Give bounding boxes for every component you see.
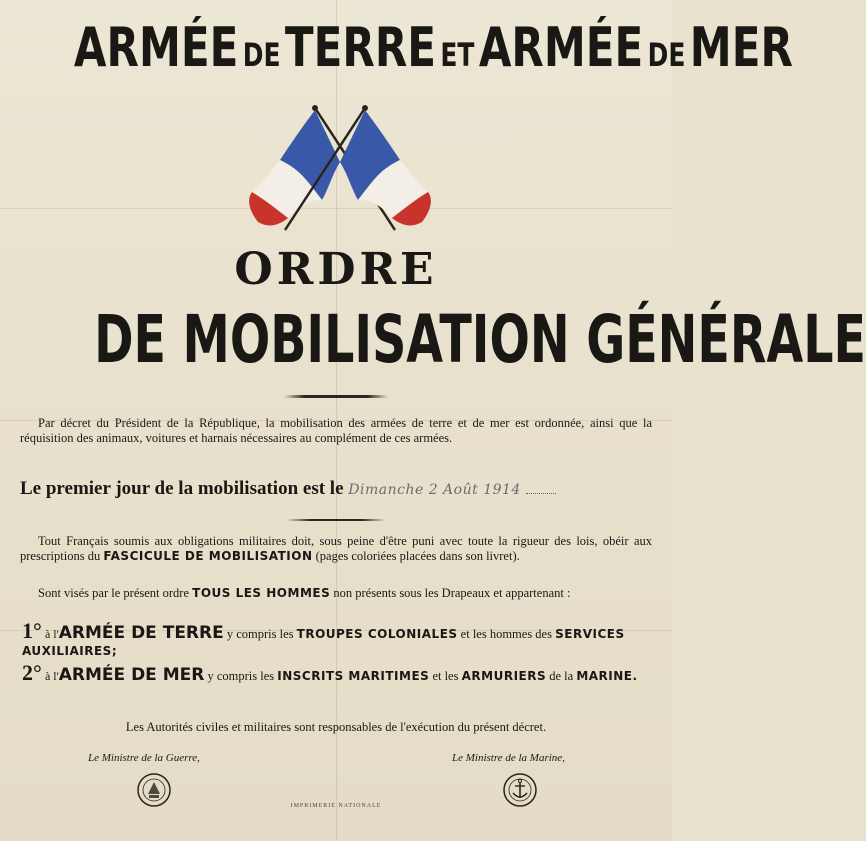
crossed-flags-icon (240, 100, 440, 235)
pole-finial (312, 105, 318, 111)
signature-navy-minister: Le Ministre de la Marine, (452, 752, 565, 764)
services-auxiliaires-emphasis: SERVICES AUXILIAIRES; (22, 627, 625, 658)
obligations-text: Tout Français soumis aux obligations militaires doit, sous peine d'être puni avec toute la rigueur des lois, obéir aux prescriptions du (20, 534, 652, 563)
signature-war-minister: Le Ministre de la Guerre, (88, 752, 200, 764)
authorities-line: Les Autorités civiles et militaires sont responsables de l'exécution du présent décret. (125, 720, 547, 734)
item-text: et les hommes des (460, 627, 552, 641)
obligations-paragraph (20, 534, 652, 564)
item-article: à l' (44, 669, 59, 683)
heading-word: DE (647, 36, 686, 74)
heading-word: DE (242, 36, 281, 74)
item-text: et les (432, 669, 459, 683)
fascicule-emphasis: FASCICULE DE MOBILISATION (103, 549, 313, 563)
item-number: 1° (22, 618, 42, 643)
dotted-fill-line (526, 493, 556, 494)
troupes-coloniales-emphasis: TROUPES COLONIALES (296, 627, 458, 641)
navy-branch-name: ARMÉE DE MER (58, 665, 205, 685)
poster-heading (73, 16, 793, 79)
first-day-line (20, 478, 660, 501)
item-number: 2° (22, 660, 42, 685)
list-item-navy (22, 660, 654, 685)
scope-text: Sont visés par le présent ordre (38, 586, 190, 600)
decree-paragraph: Par décret du Président de la République, la mobilisation des armées de terre et de mer est ordonnée, ainsi que la réquisition des animaux, voitures et harnais nécessaires au complément de ces armées. (20, 416, 652, 445)
scope-paragraph (20, 586, 652, 601)
heading-word: ET (440, 36, 475, 74)
scope-text-end: non présents sous les Drapeaux et appartenant : (333, 586, 571, 600)
printer-imprint: IMPRIMERIE NATIONALE (290, 803, 382, 809)
mobilisation-heading: DE MOBILISATION GÉNÉRALE (94, 301, 866, 378)
handwritten-date: Dimanche 2 Août 1914 (348, 482, 521, 498)
heading-word: ARMÉE (478, 16, 644, 79)
first-day-label: Le premier jour de la mobilisation est le (20, 478, 344, 499)
marine-emphasis: MARINE. (576, 669, 638, 683)
tous-les-hommes-emphasis: TOUS LES HOMMES (192, 586, 331, 600)
item-text: de la (549, 669, 574, 683)
heading-word: MER (689, 16, 793, 79)
ornamental-rule (286, 519, 386, 521)
list-item-army (22, 618, 654, 660)
ordre-heading: ORDRE (234, 244, 438, 295)
heading-word: TERRE (284, 16, 437, 79)
inscrits-maritimes-emphasis: INSCRITS MARITIMES (277, 669, 430, 683)
army-branch-name: ARMÉE DE TERRE (58, 623, 224, 643)
item-text: y compris les (226, 627, 294, 641)
obligations-text-end: (pages coloriées placées dans son livret). (315, 549, 520, 563)
ornamental-rule (284, 395, 388, 398)
armuriers-emphasis: ARMURIERS (461, 669, 547, 683)
heading-word: ARMÉE (73, 16, 239, 79)
pole-finial (362, 105, 368, 111)
item-text: y compris les (207, 669, 275, 683)
item-article: à l' (44, 627, 59, 641)
